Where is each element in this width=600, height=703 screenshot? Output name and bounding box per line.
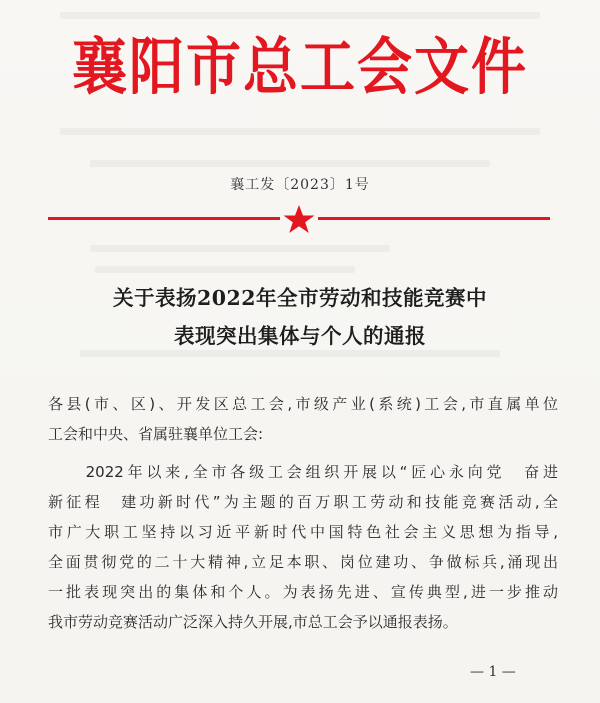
paragraph-line: 2022年以来,全市各级工会组织开展以“匠心永向党 奋进 xyxy=(48,463,558,481)
paragraph-line: 一批表现突出的集体和个人。为表扬先进、宣传典型,进一步推动 xyxy=(48,583,558,601)
paragraph-line: 全面贯彻党的二十大精神,立足本职、岗位建功、争做标兵,涌现出 xyxy=(48,553,558,571)
bleed-through-mark xyxy=(90,160,490,167)
paragraph-line: 市广大职工坚持以习近平新时代中国特色社会主义思想为指导, xyxy=(48,523,558,541)
document-number: 襄工发〔2023〕1号 xyxy=(230,177,370,193)
bulletin-title-line-1: 关于表扬2022年全市劳动和技能竞赛中 xyxy=(112,286,488,310)
bleed-through-mark xyxy=(80,350,500,357)
bleed-through-mark xyxy=(60,128,540,135)
bleed-through-mark xyxy=(60,12,540,19)
addressee-line: 工会和中央、省属驻襄单位工会: xyxy=(48,425,264,443)
addressee-line: 各县(市、区)、开发区总工会,市级产业(系统)工会,市直属单位 xyxy=(48,395,558,413)
paragraph-line: 新征程 建功新时代”为主题的百万职工劳动和技能竞赛活动,全 xyxy=(48,493,558,511)
bleed-through-mark xyxy=(95,266,355,273)
red-divider-left xyxy=(48,217,280,220)
issuer-title: 襄阳市总工会文件 xyxy=(71,31,528,103)
body-paragraph xyxy=(48,457,558,637)
bleed-through-mark xyxy=(90,245,390,252)
red-star-icon xyxy=(282,204,316,234)
addressee-block xyxy=(48,389,558,449)
red-divider-right xyxy=(318,217,550,220)
page-number: — 1 — xyxy=(470,664,516,680)
paragraph-line: 我市劳动竞赛活动广泛深入持久开展,市总工会予以通报表扬。 xyxy=(48,613,458,631)
bulletin-title-line-2: 表现突出集体与个人的通报 xyxy=(174,324,426,348)
